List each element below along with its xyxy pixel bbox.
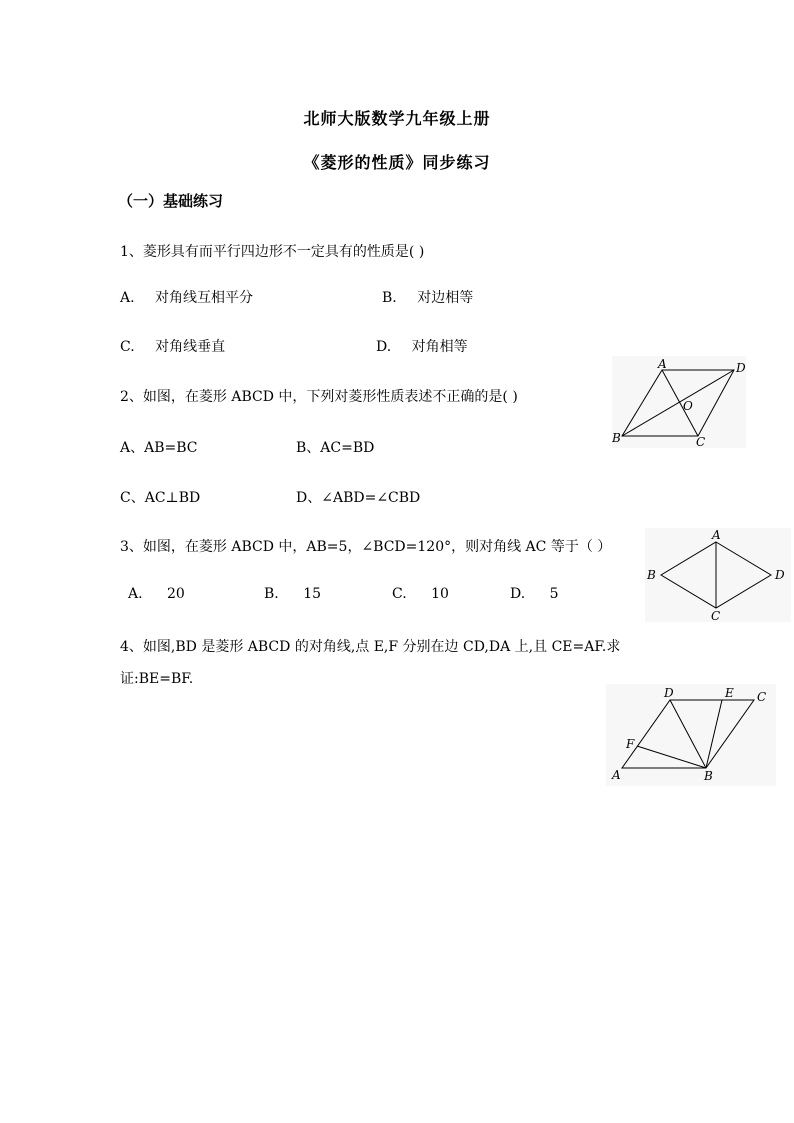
q2-option-d: [296, 487, 420, 507]
q1-option-b-letter: B.: [382, 290, 397, 306]
q3-option-b-text: 15: [303, 586, 322, 602]
q3-option-d-text: 5: [549, 586, 559, 602]
q1-option-c: [120, 336, 225, 356]
q1-option-b-text: 对边相等: [417, 290, 474, 306]
question-1-stem: 1、菱形具有而平行四边形不一定具有的性质是( ): [120, 244, 425, 260]
q3-option-a-text: 20: [167, 586, 185, 602]
fig2-label-o: O: [683, 399, 693, 413]
q3-option-a: [128, 586, 185, 602]
q1-option-c-letter: C.: [120, 339, 135, 355]
q3-option-d-letter: D.: [510, 586, 526, 602]
segment-be: [706, 700, 722, 768]
q3-option-c: [392, 586, 449, 602]
page-title: 北师大版数学九年级上册: [303, 109, 491, 128]
fig4-label-a: A: [612, 768, 621, 782]
fig3-label-b: B: [647, 568, 656, 582]
question-2-stem: 2、如图，在菱形 ABCD 中，下列对菱形性质表述不正确的是( ): [120, 389, 518, 405]
q2-option-a-text: AB=BC: [144, 440, 198, 456]
q3-option-b-letter: B.: [264, 586, 279, 602]
q2-option-b-letter: B、: [296, 440, 321, 456]
q2-option-b: [296, 437, 374, 457]
q3-option-d: [510, 586, 559, 602]
q2-option-a-letter: A、: [120, 440, 145, 456]
q3-option-b: [264, 586, 321, 602]
q1-option-c-text: 对角线垂直: [155, 339, 226, 355]
section-heading: （一）基础练习: [118, 192, 224, 210]
q1-option-d-letter: D.: [376, 339, 392, 355]
question-4-stem-line1: 4、如图,BD 是菱形 ABCD 的对角线,点 E,F 分别在边 CD,DA 上,且 CE=AF.求: [120, 639, 621, 655]
fig4-label-e: E: [725, 686, 734, 700]
q3-option-a-letter: A.: [128, 586, 143, 602]
figure-rhombus-abcd-diagonals: [612, 356, 746, 448]
fig2-label-b: B: [612, 431, 621, 445]
diagonal-bd: [622, 370, 734, 436]
q3-option-c-text: 10: [431, 586, 449, 602]
page-subtitle: 《菱形的性质》同步练习: [303, 153, 491, 172]
q2-option-d-text: ∠ABD=∠CBD: [321, 490, 421, 506]
fig3-label-a: A: [712, 528, 721, 542]
q1-option-d: [376, 336, 468, 356]
q2-option-b-text: AC=BD: [320, 440, 375, 456]
q2-option-d-letter: D、: [296, 490, 322, 506]
fig2-label-d: D: [736, 361, 746, 375]
fig4-label-d: D: [664, 686, 674, 700]
fig2-label-a: A: [658, 357, 667, 371]
q1-option-a-letter: A.: [120, 290, 135, 306]
figure-rhombus-with-points-e-f: [606, 684, 776, 786]
q3-option-c-letter: C.: [392, 586, 407, 602]
question-3-stem: 3、如图，在菱形 ABCD 中，AB=5，∠BCD=120°，则对角线 AC 等于（ ）: [120, 539, 612, 555]
q1-option-b: [382, 287, 473, 307]
fig3-label-d: D: [775, 568, 785, 582]
q2-option-c: [120, 487, 200, 507]
fig4-label-f: F: [626, 737, 635, 751]
figure-rhombus-abcd-vertical: [645, 528, 791, 622]
fig4-label-b: B: [704, 769, 713, 783]
q2-option-a: [120, 437, 198, 457]
fig2-label-c: C: [696, 435, 706, 448]
q1-option-a: [120, 287, 253, 307]
question-4-stem-line2: 证:BE=BF.: [120, 671, 194, 687]
fig4-label-c: C: [757, 690, 767, 704]
q1-option-d-text: 对角相等: [411, 339, 468, 355]
q2-option-c-letter: C、: [120, 490, 145, 506]
q2-option-c-text: AC⊥BD: [144, 490, 201, 506]
fig3-label-c: C: [711, 609, 721, 622]
q1-option-a-text: 对角线互相平分: [155, 290, 254, 306]
